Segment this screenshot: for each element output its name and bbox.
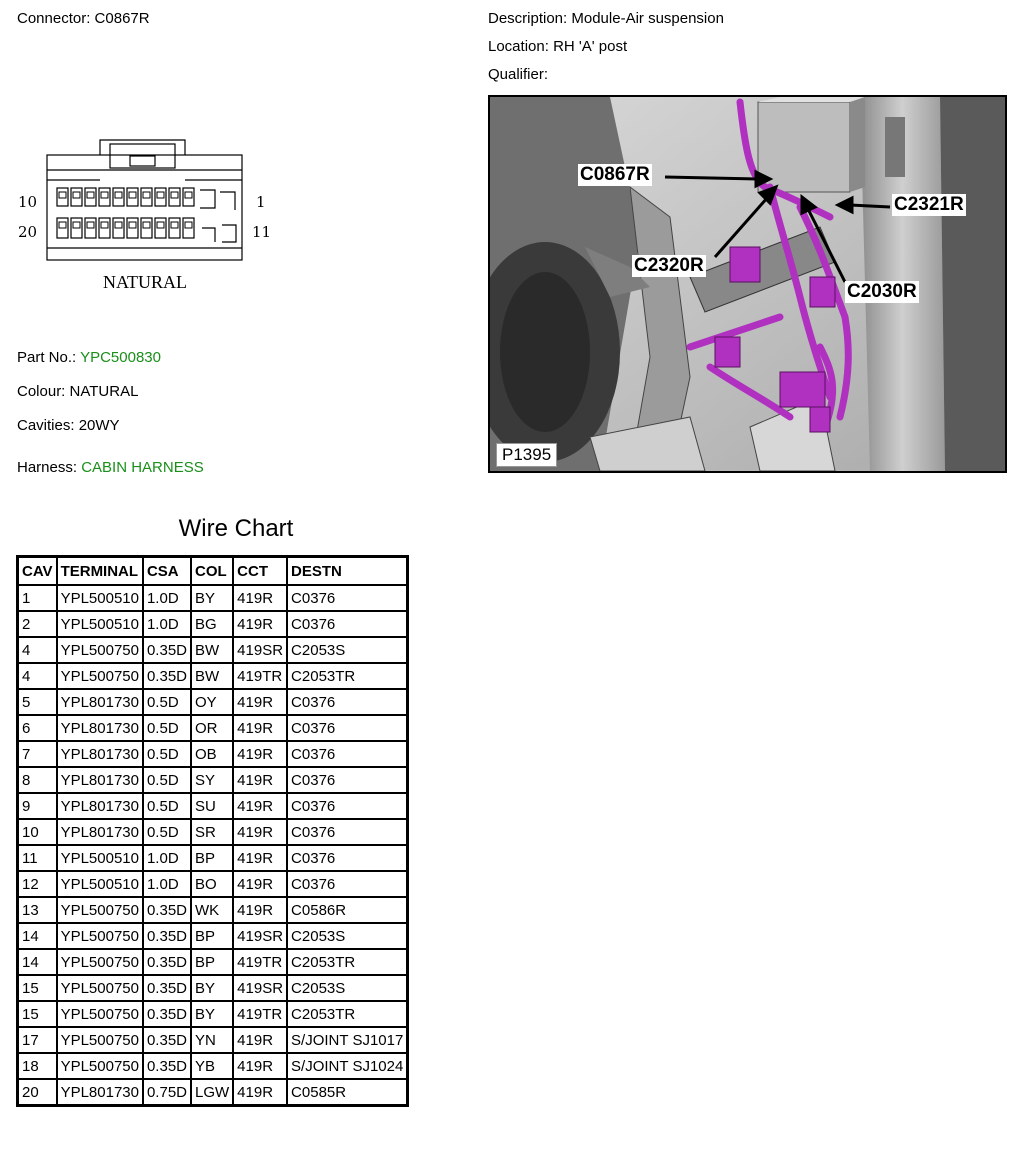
cell-csa: 1.0D	[143, 871, 191, 897]
cell-destn: C0376	[287, 741, 408, 767]
cavity-terminal	[143, 192, 150, 198]
cavity-terminal	[59, 192, 66, 198]
cell-terminal: YPL500750	[57, 975, 143, 1001]
harness-label: Harness:	[17, 459, 78, 476]
cell-cct: 419R	[233, 897, 287, 923]
cavity-terminal	[171, 222, 178, 228]
cell-cct: 419R	[233, 871, 287, 897]
table-row	[18, 871, 408, 897]
cell-terminal: YPL801730	[57, 793, 143, 819]
harness-line	[17, 459, 204, 476]
cavity-terminal	[129, 192, 136, 198]
location-line	[488, 38, 627, 55]
cell-csa: 0.5D	[143, 715, 191, 741]
cell-terminal: YPL801730	[57, 741, 143, 767]
cell-col: OB	[191, 741, 233, 767]
table-row	[18, 611, 408, 637]
cell-destn: C0376	[287, 819, 408, 845]
cell-cav: 8	[18, 767, 57, 793]
callout-c2321r: C2321R	[894, 194, 964, 215]
table-row	[18, 767, 408, 793]
part-no-label: Part No.:	[17, 349, 77, 366]
table-row	[18, 793, 408, 819]
cavity-terminal	[101, 192, 108, 198]
cell-csa: 0.5D	[143, 741, 191, 767]
cell-csa: 0.35D	[143, 663, 191, 689]
cell-terminal: YPL500750	[57, 663, 143, 689]
cell-csa: 0.35D	[143, 1027, 191, 1053]
table-row	[18, 1027, 408, 1053]
cell-col: BO	[191, 871, 233, 897]
pin-label-10: 10	[18, 193, 38, 211]
cell-csa: 0.5D	[143, 793, 191, 819]
cell-destn: C2053S	[287, 975, 408, 1001]
cell-csa: 0.35D	[143, 1053, 191, 1079]
cell-csa: 1.0D	[143, 585, 191, 611]
connector-colour-label: NATURAL	[103, 272, 187, 292]
cell-cct: 419R	[233, 741, 287, 767]
cell-col: BW	[191, 637, 233, 663]
cavity-terminal	[171, 192, 178, 198]
table-row	[18, 585, 408, 611]
cell-terminal: YPL500510	[57, 585, 143, 611]
cell-destn: C2053TR	[287, 949, 408, 975]
cell-destn: C2053TR	[287, 1001, 408, 1027]
colour-line	[17, 383, 138, 400]
cell-csa: 0.35D	[143, 923, 191, 949]
cell-cct: 419SR	[233, 975, 287, 1001]
cell-cct: 419SR	[233, 637, 287, 663]
table-row	[18, 975, 408, 1001]
cell-terminal: YPL500750	[57, 1001, 143, 1027]
cavity-terminal	[73, 222, 80, 228]
cell-cav: 4	[18, 637, 57, 663]
cell-cct: 419R	[233, 819, 287, 845]
column-header-cav: CAV	[18, 557, 57, 586]
cell-col: SU	[191, 793, 233, 819]
cavity-terminal	[73, 192, 80, 198]
cell-destn: C0376	[287, 689, 408, 715]
cell-col: OY	[191, 689, 233, 715]
cell-cav: 17	[18, 1027, 57, 1053]
cell-cav: 5	[18, 689, 57, 715]
cell-col: YB	[191, 1053, 233, 1079]
cell-col: BP	[191, 949, 233, 975]
cavities-line	[17, 417, 120, 434]
table-row	[18, 845, 408, 871]
cell-destn: C0585R	[287, 1079, 408, 1106]
colour-label: Colour:	[17, 383, 66, 400]
cell-csa: 0.5D	[143, 767, 191, 793]
cavity-terminal	[185, 192, 192, 198]
cell-destn: S/JOINT SJ1017	[287, 1027, 408, 1053]
cell-cct: 419R	[233, 845, 287, 871]
cell-col: SY	[191, 767, 233, 793]
cell-cav: 14	[18, 923, 57, 949]
table-row	[18, 1079, 408, 1106]
cell-destn: S/JOINT SJ1024	[287, 1053, 408, 1079]
wire-chart-header-row	[18, 557, 408, 586]
table-row	[18, 741, 408, 767]
cell-cct: 419R	[233, 1053, 287, 1079]
table-row	[18, 949, 408, 975]
cell-col: BW	[191, 663, 233, 689]
connector-label: Connector:	[17, 10, 91, 27]
pin-label-1: 1	[256, 193, 266, 211]
cell-terminal: YPL500750	[57, 637, 143, 663]
cell-cct: 419R	[233, 585, 287, 611]
cell-destn: C0376	[287, 715, 408, 741]
cell-cct: 419TR	[233, 663, 287, 689]
callout-c2320r: C2320R	[634, 255, 704, 276]
photo-id-label: P1395	[496, 443, 557, 467]
cell-cct: 419R	[233, 793, 287, 819]
cavity-terminal	[115, 192, 122, 198]
cell-destn: C2053S	[287, 923, 408, 949]
column-header-terminal: TERMINAL	[57, 557, 143, 586]
cell-destn: C0376	[287, 871, 408, 897]
cell-cct: 419TR	[233, 949, 287, 975]
pin-label-11: 11	[252, 223, 272, 241]
table-row	[18, 637, 408, 663]
wire-chart-table	[16, 555, 409, 1107]
cavity-terminal	[87, 222, 94, 228]
column-header-destn: DESTN	[287, 557, 408, 586]
cavity-terminal	[185, 222, 192, 228]
table-row	[18, 923, 408, 949]
description-label: Description:	[488, 10, 568, 27]
cell-cav: 2	[18, 611, 57, 637]
description-value: Module-Air suspension	[571, 10, 724, 27]
cell-cav: 15	[18, 975, 57, 1001]
cell-terminal: YPL500510	[57, 845, 143, 871]
table-row	[18, 689, 408, 715]
cell-col: LGW	[191, 1079, 233, 1106]
cell-col: YN	[191, 1027, 233, 1053]
part-no-line	[17, 349, 161, 366]
cell-cct: 419TR	[233, 1001, 287, 1027]
cell-cav: 10	[18, 819, 57, 845]
cell-terminal: YPL500510	[57, 871, 143, 897]
cavity-terminal	[59, 222, 66, 228]
cell-terminal: YPL801730	[57, 819, 143, 845]
callout-c2030r: C2030R	[847, 281, 917, 302]
connector-face-diagram	[10, 130, 280, 300]
cell-csa: 0.5D	[143, 689, 191, 715]
cell-col: OR	[191, 715, 233, 741]
cell-cav: 14	[18, 949, 57, 975]
cavity-terminal	[87, 192, 94, 198]
location-photo	[488, 95, 1007, 473]
cell-cct: 419R	[233, 1079, 287, 1106]
cell-cct: 419R	[233, 767, 287, 793]
cell-destn: C0586R	[287, 897, 408, 923]
cell-destn: C2053TR	[287, 663, 408, 689]
part-no-link[interactable]: YPC500830	[80, 349, 161, 366]
cell-terminal: YPL500750	[57, 923, 143, 949]
cell-terminal: YPL801730	[57, 1079, 143, 1106]
cavity-terminal	[157, 192, 164, 198]
cell-col: BP	[191, 923, 233, 949]
cell-cav: 12	[18, 871, 57, 897]
cell-destn: C0376	[287, 611, 408, 637]
location-photo-illustration	[490, 97, 1005, 471]
table-row	[18, 1001, 408, 1027]
callout-c0867r: C0867R	[580, 164, 650, 185]
cell-col: BY	[191, 1001, 233, 1027]
cell-col: BG	[191, 611, 233, 637]
qualifier-label: Qualifier:	[488, 66, 549, 83]
cell-csa: 0.35D	[143, 897, 191, 923]
cell-cav: 7	[18, 741, 57, 767]
connector-line	[17, 10, 150, 27]
cell-destn: C0376	[287, 767, 408, 793]
cell-terminal: YPL801730	[57, 767, 143, 793]
table-row	[18, 897, 408, 923]
cell-csa: 0.35D	[143, 637, 191, 663]
pin-label-20: 20	[18, 223, 38, 241]
cell-cct: 419R	[233, 689, 287, 715]
cell-destn: C2053S	[287, 637, 408, 663]
cell-cav: 13	[18, 897, 57, 923]
cavity-terminal	[157, 222, 164, 228]
cell-terminal: YPL801730	[57, 715, 143, 741]
cell-cct: 419R	[233, 715, 287, 741]
cell-terminal: YPL500510	[57, 611, 143, 637]
description-line	[488, 10, 724, 27]
cell-terminal: YPL500750	[57, 1053, 143, 1079]
column-header-col: COL	[191, 557, 233, 586]
cell-cav: 11	[18, 845, 57, 871]
cell-csa: 0.35D	[143, 949, 191, 975]
table-row	[18, 715, 408, 741]
cell-col: WK	[191, 897, 233, 923]
connector-id: C0867R	[94, 10, 150, 27]
cell-cav: 20	[18, 1079, 57, 1106]
cell-csa: 0.35D	[143, 975, 191, 1001]
cell-col: BY	[191, 975, 233, 1001]
cavities-label: Cavities:	[17, 417, 75, 434]
cell-cav: 18	[18, 1053, 57, 1079]
cell-terminal: YPL500750	[57, 949, 143, 975]
cell-destn: C0376	[287, 585, 408, 611]
harness-link[interactable]: CABIN HARNESS	[81, 459, 204, 476]
cell-cav: 1	[18, 585, 57, 611]
cell-col: SR	[191, 819, 233, 845]
cavity-terminal	[129, 222, 136, 228]
cell-terminal: YPL801730	[57, 689, 143, 715]
column-header-cct: CCT	[233, 557, 287, 586]
cell-cav: 4	[18, 663, 57, 689]
cell-csa: 1.0D	[143, 845, 191, 871]
cell-terminal: YPL500750	[57, 1027, 143, 1053]
cell-terminal: YPL500750	[57, 897, 143, 923]
cavity-grid	[57, 188, 194, 238]
connector-face-drawing	[10, 130, 280, 300]
wire-chart-body	[18, 585, 408, 1106]
cell-csa: 0.5D	[143, 819, 191, 845]
table-row	[18, 1053, 408, 1079]
cell-cav: 15	[18, 1001, 57, 1027]
qualifier-line	[488, 66, 548, 83]
cavities-value: 20WY	[78, 417, 120, 434]
location-label: Location:	[488, 38, 549, 55]
cell-csa: 0.75D	[143, 1079, 191, 1106]
cell-col: BP	[191, 845, 233, 871]
cell-csa: 1.0D	[143, 611, 191, 637]
column-header-csa: CSA	[143, 557, 191, 586]
cell-cct: 419SR	[233, 923, 287, 949]
cavity-terminal	[143, 222, 150, 228]
cell-cav: 6	[18, 715, 57, 741]
cell-destn: C0376	[287, 845, 408, 871]
cell-cav: 9	[18, 793, 57, 819]
table-row	[18, 819, 408, 845]
cavity-terminal	[115, 222, 122, 228]
cell-cct: 419R	[233, 1027, 287, 1053]
cell-cct: 419R	[233, 611, 287, 637]
colour-value: NATURAL	[69, 383, 139, 400]
location-value: RH 'A' post	[553, 38, 628, 55]
cell-col: BY	[191, 585, 233, 611]
table-row	[18, 663, 408, 689]
wire-chart-title: Wire Chart	[178, 515, 294, 542]
cell-csa: 0.35D	[143, 1001, 191, 1027]
cavity-terminal	[101, 222, 108, 228]
cell-destn: C0376	[287, 793, 408, 819]
